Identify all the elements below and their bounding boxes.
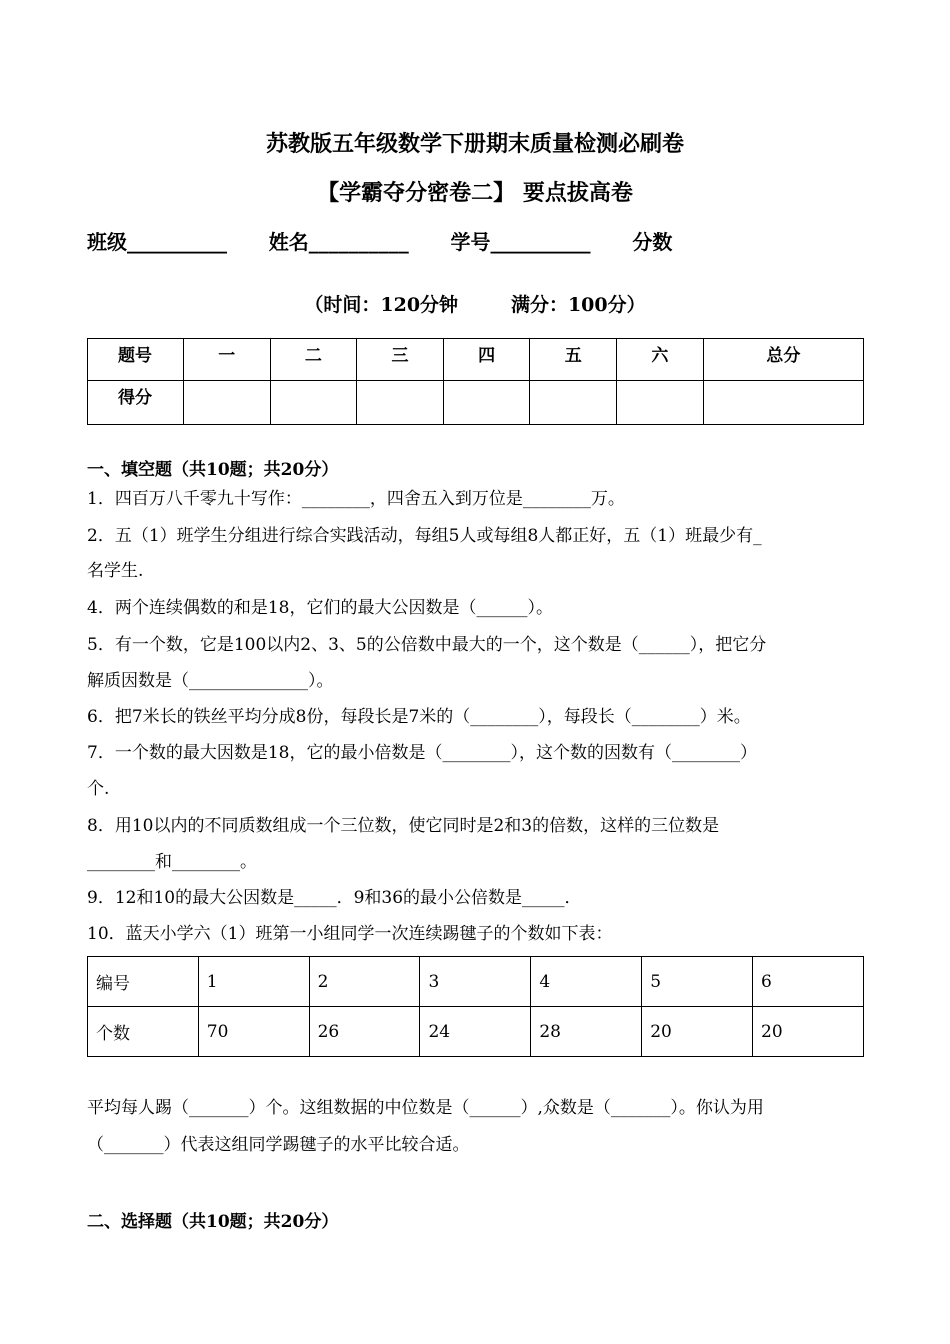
score-cell[interactable] [530, 381, 617, 425]
question-line: 6．把7米长的铁丝平均分成8份，每段长是7米的（________），每段长（________）米。 [87, 707, 751, 727]
score-header-cell: 一 [184, 339, 271, 381]
question-line: 7．一个数的最大因数是18，它的最小倍数是（________），这个数的因数有（________） [87, 743, 757, 763]
kick-cell: 28 [531, 1007, 642, 1057]
kick-cell: 4 [531, 957, 642, 1007]
score-row-label: 得分 [88, 381, 184, 425]
score-header-cell: 六 [617, 339, 704, 381]
score-header-cell: 五 [530, 339, 617, 381]
kick-cell: 1 [198, 957, 309, 1007]
score-cell[interactable] [357, 381, 444, 425]
score-header-cell: 总分 [703, 339, 863, 381]
question-line: 平均每人踢（_______）个。这组数据的中位数是（______）,众数是（_______）。你认为用 [87, 1098, 764, 1118]
kick-cell: 编号 [88, 957, 199, 1007]
score-cell[interactable] [270, 381, 357, 425]
kick-cell: 20 [642, 1007, 753, 1057]
kick-table [87, 956, 864, 1057]
question-line: 4．两个连续偶数的和是18，它们的最大公因数是（______）。 [87, 598, 553, 618]
score-cell[interactable] [184, 381, 271, 425]
question-line: 9．12和10的最大公因数是_____．9和36的最小公倍数是_____． [87, 888, 582, 908]
kick-cell: 24 [420, 1007, 531, 1057]
score-table [87, 338, 864, 425]
section-2-title: 二、选择题（共10题；共20分） [87, 1212, 339, 1232]
question-line: 8．用10以内的不同质数组成一个三位数，使它同时是2和3的倍数，这样的三位数是 [87, 816, 720, 836]
kick-cell: 26 [309, 1007, 420, 1057]
score-header-row [88, 339, 864, 381]
kick-cell: 5 [642, 957, 753, 1007]
section-1-title: 一、填空题（共10题；共20分） [87, 460, 339, 480]
question-line: 解质因数是（______________）。 [87, 671, 334, 691]
kick-cell: 20 [753, 1007, 864, 1057]
score-header-cell: 题号 [88, 339, 184, 381]
question-line: 2．五（1）班学生分组进行综合实践活动，每组5人或每组8人都正好，五（1）班最少有_ [87, 526, 762, 546]
question-line: 10．蓝天小学六（1）班第一小组同学一次连续踢毽子的个数如下表： [87, 924, 613, 944]
score-header-cell: 四 [443, 339, 530, 381]
time-line: （时间：120分钟 满分：100分） [304, 294, 646, 316]
kick-cell: 70 [198, 1007, 309, 1057]
kick-cell: 2 [309, 957, 420, 1007]
kick-cell: 3 [420, 957, 531, 1007]
page-subtitle: 【学霸夺分密卷二】 要点拔高卷 [317, 180, 633, 206]
kick-table-row [88, 1007, 864, 1057]
question-line: 5．有一个数，它是100以内2、3、5的公倍数中最大的一个，这个数是（______），把它分 [87, 635, 767, 655]
score-header-cell: 三 [357, 339, 444, 381]
score-cell[interactable] [703, 381, 863, 425]
question-line: ________和________。 [87, 852, 257, 872]
question-line: 个. [87, 779, 110, 799]
kick-cell: 个数 [88, 1007, 199, 1057]
score-header-cell: 二 [270, 339, 357, 381]
question-line: 名学生. [87, 561, 144, 581]
kick-table-row [88, 957, 864, 1007]
kick-cell: 6 [753, 957, 864, 1007]
student-info-line: 班级__________ 姓名__________ 学号__________ 分数 [87, 230, 673, 254]
question-line: 1．四百万八千零九十写作：________，四舍五入到万位是________万。 [87, 489, 625, 509]
page-title: 苏教版五年级数学下册期末质量检测必刷卷 [265, 131, 684, 157]
question-line: （_______）代表这组同学踢毽子的水平比较合适。 [87, 1135, 470, 1155]
score-row [88, 381, 864, 425]
score-cell[interactable] [617, 381, 704, 425]
score-cell[interactable] [443, 381, 530, 425]
